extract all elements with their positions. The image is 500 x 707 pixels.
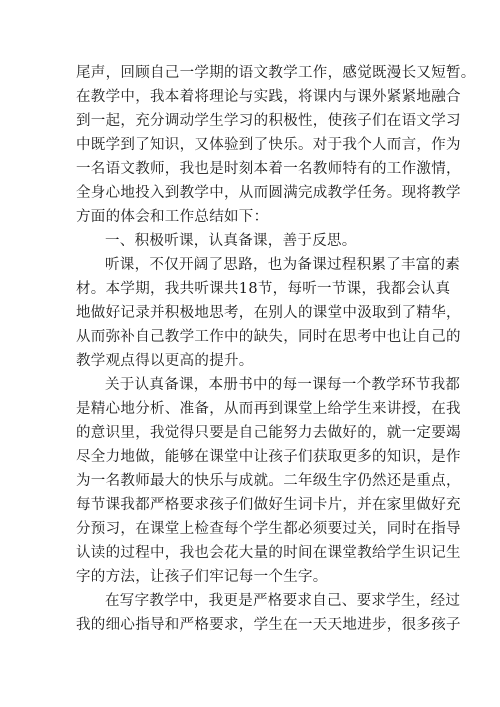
section-heading [76,229,428,253]
text-line: 关于认真备课，本册书中的每一课每一个教学环节我都 [105,377,461,393]
text-line: 听课，不仅开阔了思路，也为备课过程积累了丰富的素 [105,257,461,273]
paragraph-listening [76,253,461,373]
text-line: 字的方法，让孩子们牢记每一个生字。 [76,569,328,585]
text-line: 地做好记录并积极地思考，在别人的课堂中汲取到了精华， [76,305,461,321]
text-line: 每节课我都严格要求孩子们做好生词卡片，并在家里做好充 [76,497,461,513]
text-line: 分预习，在课堂上检查每个学生都必须要过关，同时在指导 [76,521,461,537]
text-line: 在写字教学中，我更是严格要求自己、要求学生，经过 [105,593,461,609]
text-line: 教学观点得以更高的提升。 [76,353,254,369]
text-line: 的意识里，我觉得只要是自己能努力去做好的，就一定要竭 [76,425,461,441]
text-line: 我的细心指导和严格要求，学生在一天天地进步，很多孩子 [76,617,461,633]
text-line: 为一名教师最大的快乐与成就。二年级生字仍然还是重点， [76,473,461,489]
text-line: 方面的体会和工作总结如下： [76,209,269,225]
text-line: 尽全力地做，能够在课堂中让孩子们获取更多的知识，是作 [76,449,461,465]
text-line: 一名语文教师，我也是时刻本着一名教师特有的工作激情， [76,161,461,177]
document-body [76,61,476,637]
section-heading-text: 一、积极听课，认真备课，善于反思。 [105,233,357,249]
text-line: 在教学中，我本着将理论与实践，将课内与课外紧紧地融合 [76,89,461,105]
paragraph-preparation [76,373,461,589]
text-line: 从而弥补自己教学工作中的缺失，同时在思考中也让自己的 [76,329,461,345]
text-line: 全身心地投入到教学中，从而圆满完成教学任务。现将教学 [76,185,461,201]
text-line: 到一起，充分调动学生学习的积极性，使孩子们在语文学习 [76,113,461,129]
text-line: 是精心地分析、准备，从而再到课堂上给学生来讲授，在我 [76,401,461,417]
paragraph-writing [76,589,461,637]
text-line: 尾声，回顾自己一学期的语文教学工作，感觉既漫长又短暂。 [76,65,476,81]
paragraph-intro [76,61,476,229]
text-line: 中既学到了知识，又体验到了快乐。对于我个人而言，作为 [76,137,461,153]
text-line: 材。本学期，我共听课共18节，每听一节课，我都会认真 [76,281,451,297]
text-line: 认读的过程中，我也会花大量的时间在课堂教给学生识记生 [76,545,461,561]
